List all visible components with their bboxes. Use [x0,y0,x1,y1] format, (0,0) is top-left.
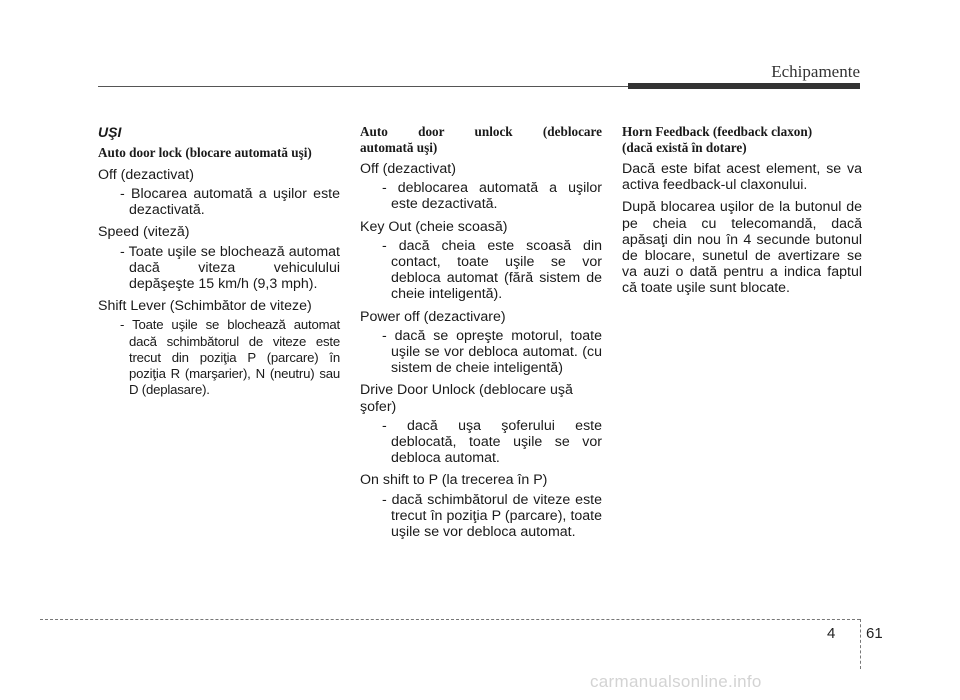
footer-divider [860,619,861,669]
section-title: Echipamente [771,62,860,81]
heading-line: Auto door unlock (deblocare [360,124,602,139]
heading-line: automată uşi) [360,139,438,155]
chapter-number: 4 [827,625,836,642]
option-description: - dacă cheia este scoasă din contact, toate uşile se vor debloca automat (fără sistem de cheie inteligentă). [382,237,602,303]
paragraph: Dacă este bifat acest element, se va activa feedback-ul claxonului. [622,161,862,194]
option-description: - Blocarea automată a uşilor este dezactivată. [120,185,340,219]
option-description: - deblocarea automată a uşilor este dezactivată. [382,180,602,213]
heading-line: (dacă există în dotare) [622,139,747,155]
option-description: - dacă se opreşte motorul, toate uşile se vor debloca automat. (cu sistem de cheie inteligentă) [382,327,602,377]
option-label: Off (dezactivat) [98,166,194,183]
option-label: Shift Lever (Schimbător de viteze) [98,298,312,315]
header-rule [98,86,628,87]
column-horn-feedback [622,124,862,303]
auto-door-unlock-heading [360,124,602,155]
option-description: - Toate uşile se blochează automat dacă schimbătorul de viteze este trecut din poziţia P (parcare) în poziţia R (marşarier), N (neutru) sau D (deplasare). [120,317,340,398]
option-label: Power off (dezactivare) [360,308,506,325]
footer-rule [40,619,860,620]
option-label: Speed (viteză) [98,224,190,241]
option-label: Key Out (cheie scoasă) [360,218,508,235]
option-label: Drive Door Unlock (deblocare uşă şofer) [360,382,573,415]
page-number: 61 [866,625,883,642]
option-description: - Toate uşile se blochează automat dacă viteza vehiculului depăşeşte 15 km/h (9,3 mph). [120,243,340,292]
option-label: On shift to P (la trecerea în P) [360,472,548,489]
section-heading: UŞI [98,124,122,140]
option-description: - dacă schimbătorul de viteze este trecut în poziţia P (parcare), toate uşile se vor debloca automat. [382,491,602,541]
auto-door-lock-heading: Auto door lock (blocare automată uşi) [98,145,312,161]
paragraph: După blocarea uşilor de la butonul de pe cheia cu telecomandă, dacă apăsaţi din nou în 4 secunde butonul de blocare, sunetul de avertizare se va auzi o dată pentru a indica faptul că toate uşile sunt blocate. [622,199,862,297]
heading-line: Horn Feedback (feedback claxon) [622,124,813,139]
option-description: - dacă uşa şoferului este deblocată, toate uşile se vor debloca automat. [382,417,602,467]
option-label: Off (dezactivat) [360,161,456,177]
horn-feedback-heading [622,124,862,155]
header-rule-accent [628,83,860,89]
watermark: carmanualsonline.info [590,672,762,691]
column-door-unlock [360,124,602,546]
column-door-lock [98,124,340,404]
